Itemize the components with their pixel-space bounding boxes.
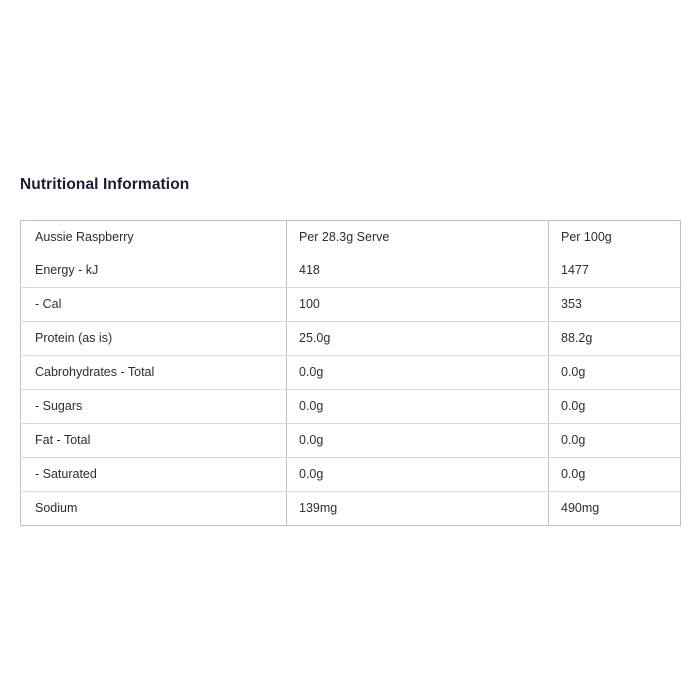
cell-per-100g: 0.0g	[549, 390, 681, 424]
table-row	[21, 390, 681, 424]
cell-per-100g: 353	[549, 288, 681, 322]
column-header-per-100g: Per 100g	[561, 230, 612, 244]
table-row	[21, 424, 681, 458]
cell-per-serve: 0.0g	[287, 458, 549, 492]
nutrition-table	[20, 220, 681, 526]
table-body	[21, 254, 681, 526]
cell-per-100g: 0.0g	[549, 458, 681, 492]
cell-nutrient: Protein (as is)	[21, 322, 287, 356]
cell-per-100g: 1477	[549, 254, 681, 288]
cell-nutrient: Energy - kJ	[21, 254, 287, 288]
cell-per-serve: 418	[287, 254, 549, 288]
cell-nutrient: - Saturated	[21, 458, 287, 492]
table-row	[21, 458, 681, 492]
cell-per-serve: 25.0g	[287, 322, 549, 356]
cell-nutrient: - Sugars	[21, 390, 287, 424]
cell-per-100g: 0.0g	[549, 424, 681, 458]
column-header-per-serve: Per 28.3g Serve	[287, 221, 549, 255]
table-header	[21, 221, 681, 255]
cell-per-100g: 0.0g	[549, 356, 681, 390]
cell-per-serve: 139mg	[287, 492, 549, 526]
cell-per-100g: 490mg	[561, 501, 600, 515]
table-header-row	[21, 221, 681, 255]
cell-per-serve: 100	[287, 288, 549, 322]
cell-nutrient: Cabrohydrates - Total	[21, 356, 287, 390]
cell-nutrient: Sodium	[21, 492, 287, 526]
cell-per-serve: 0.0g	[287, 424, 549, 458]
nutrition-table-wrapper	[20, 220, 680, 526]
table-row	[21, 254, 681, 288]
cell-per-serve: 0.0g	[287, 356, 549, 390]
cell-nutrient: Fat - Total	[21, 424, 287, 458]
page-title: Nutritional Information	[20, 176, 190, 193]
cell-nutrient: - Cal	[21, 288, 287, 322]
table-row	[21, 492, 681, 526]
table-row	[21, 356, 681, 390]
cell-per-serve: 0.0g	[287, 390, 549, 424]
cell-per-100g: 88.2g	[549, 322, 681, 356]
table-row	[21, 322, 681, 356]
column-header-nutrient: Aussie Raspberry	[21, 221, 287, 255]
table-row	[21, 288, 681, 322]
